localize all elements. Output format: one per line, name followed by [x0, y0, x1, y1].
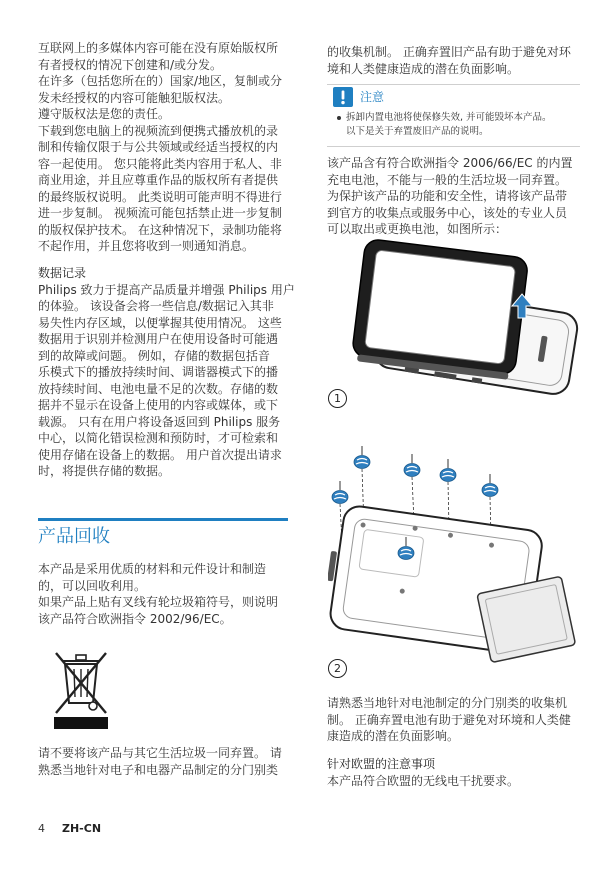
page-number: 4	[38, 822, 45, 835]
data-recording-text-line: 数据用于识别并检测用户在使用设备时可能遇	[38, 332, 279, 346]
copyright-text-line: 的版权保护技术。 在这种情况下，录制功能将	[38, 222, 282, 237]
copyright-text-line: 在许多（包括您所在的）国家/地区，复制或分	[38, 74, 283, 88]
step-1-label: 1	[328, 389, 347, 408]
crossed-out-wheelie-bin-icon	[50, 645, 112, 733]
battery-text-line: 为保护该产品的功能和安全性，请将该产品带	[327, 189, 568, 203]
copyright-text-line: 不起作用，并且您将收到一则通知消息。	[38, 239, 255, 253]
disposal-text-line: 请不要将该产品与其它生活垃圾一同弃置。 请	[38, 746, 282, 760]
copyright-text-line: 制和传输仅限于与公共领域或经适当授权的内	[38, 140, 279, 154]
data-recording-text-line: 时，将提供存储的数据。	[38, 464, 171, 478]
data-recording-text-line: 使用存储在设备上的数据。 用户首次提出请求	[38, 447, 282, 462]
note-bullet-text: 以下是关于弃置废旧产品的说明。	[346, 126, 489, 137]
data-recording-text-line: 据并不显示在设备上使用的内容或媒体，或下	[38, 398, 279, 412]
screw-icon	[440, 459, 456, 482]
disposal-text-line: 的收集机制。 正确弃置旧产品有助于避免对环	[327, 45, 571, 59]
battery-text-line: 该产品含有符合欧洲指令 2006/66/EC 的内置	[327, 156, 573, 170]
data-recording-text-line: 易失性内存区域，以便掌握其使用情况。 这些	[38, 315, 282, 330]
copyright-text-line: 互联网上的多媒体内容可能在没有原始版权所	[38, 41, 279, 55]
device-front-panel	[351, 238, 529, 380]
copyright-text-line: 进一步复制。 视频流可能包括禁止进一步复制	[38, 206, 282, 220]
copyright-text-line: 商业用途，并且应尊重作品的版权所有者提供	[38, 173, 279, 187]
copyright-text-line: 遵守版权法是您的责任。	[38, 107, 171, 121]
battery-disposal-text-line: 制。 正确弃置电池有助于避免对环境和人类健	[327, 712, 571, 727]
data-recording-text-line: 载源。 只有在用户将设备返回到 Philips 服务	[38, 414, 281, 429]
battery-removal-step-2-illustration	[328, 446, 582, 664]
note-bottom-rule	[327, 146, 580, 147]
bullet-marker	[337, 116, 341, 120]
data-recording-text-line: 乐模式下的播放持续时间、调谐器模式下的播	[38, 365, 279, 379]
battery-disposal-text-line: 请熟悉当地针对电池制定的分门别类的收集机	[327, 696, 568, 710]
data-recording-section	[38, 265, 295, 480]
copyright-text-line: 发未经授权的内容可能触犯版权法。	[38, 90, 231, 105]
copyright-text-line: 的最终版权说明。 此类说明可能声明不得进行	[38, 189, 282, 204]
battery-disposal-paragraph	[327, 695, 571, 745]
copyright-paragraphs	[38, 40, 282, 255]
battery-text-line: 充电电池，不能与一般的生活垃圾一同弃置。	[327, 172, 568, 187]
screw-icon	[332, 481, 348, 504]
copyright-text-line: 下载到您电脑上的视频流到便携式播放机的录	[38, 123, 279, 138]
screw-icon	[404, 454, 420, 477]
warning-icon	[333, 87, 353, 107]
note-title: 注意	[360, 90, 385, 104]
recycling-section-title: 产品回收	[38, 526, 110, 547]
recycling-text-line: 如果产品上贴有叉线有轮垃圾箱符号，则说明	[38, 595, 279, 609]
recycling-text-line: 本产品是采用优质的材料和元件设计和制造	[38, 562, 267, 576]
battery-paragraph	[327, 155, 573, 238]
eu-notice-section	[327, 756, 519, 789]
note-top-rule	[327, 84, 580, 85]
screw-icon	[354, 446, 370, 469]
copyright-text-line: 有者授权的情况下创建和/或分发。	[38, 57, 223, 72]
data-recording-text-line: 到的故障或问题。 例如，存储的数据包括音	[38, 348, 270, 363]
copyright-text-line: 容一起使用。 您只能将此类内容用于私人、非	[38, 156, 282, 171]
eu-notice-text: 本产品符合欧盟的无线电干扰要求。	[327, 773, 520, 788]
data-recording-text-line: 放持续时间、电池电量不足的次数。存储的数	[38, 381, 279, 396]
recycling-text-line: 的，可以回收利用。	[38, 578, 147, 593]
disposal-paragraph	[38, 745, 282, 778]
data-recording-text-line: Philips 致力于提高产品质量并增强 Philips 用户	[38, 282, 295, 297]
battery-text-line: 到官方的收集点或服务中心，该处的专业人员	[327, 205, 568, 220]
battery-disposal-text-line: 康造成的潜在负面影响。	[327, 729, 460, 743]
data-recording-text-line: 中心，以简化错误检测和预防时，才可检索和	[38, 431, 279, 445]
disposal-text-line: 熟悉当地针对电子和电器产品制定的分门别类	[38, 762, 279, 777]
battery-removal-step-1-illustration	[350, 238, 582, 398]
recycling-paragraph	[38, 561, 278, 627]
recycling-text-line: 该产品符合欧洲指令 2002/96/EC。	[38, 611, 232, 626]
language-code: ZH-CN	[62, 822, 102, 835]
disposal-text-line: 境和人类健康造成的潜在负面影响。	[327, 61, 520, 76]
screw-icon	[482, 474, 498, 497]
data-recording-heading: 数据记录	[38, 266, 87, 280]
data-recording-text-line: 的体验。 该设备会将一些信息/数据记入其非	[38, 299, 274, 313]
note-bullet-text: 拆卸内置电池将使保修失效, 并可能毁坏本产品。	[346, 112, 552, 123]
disposal-continuation-paragraph	[327, 44, 571, 77]
section-divider-bar	[38, 518, 288, 521]
battery-text-line: 可以取出或更换电池，如图所示：	[327, 222, 508, 236]
step-2-label: 2	[328, 659, 347, 678]
eu-notice-heading: 针对欧盟的注意事项	[327, 757, 436, 771]
